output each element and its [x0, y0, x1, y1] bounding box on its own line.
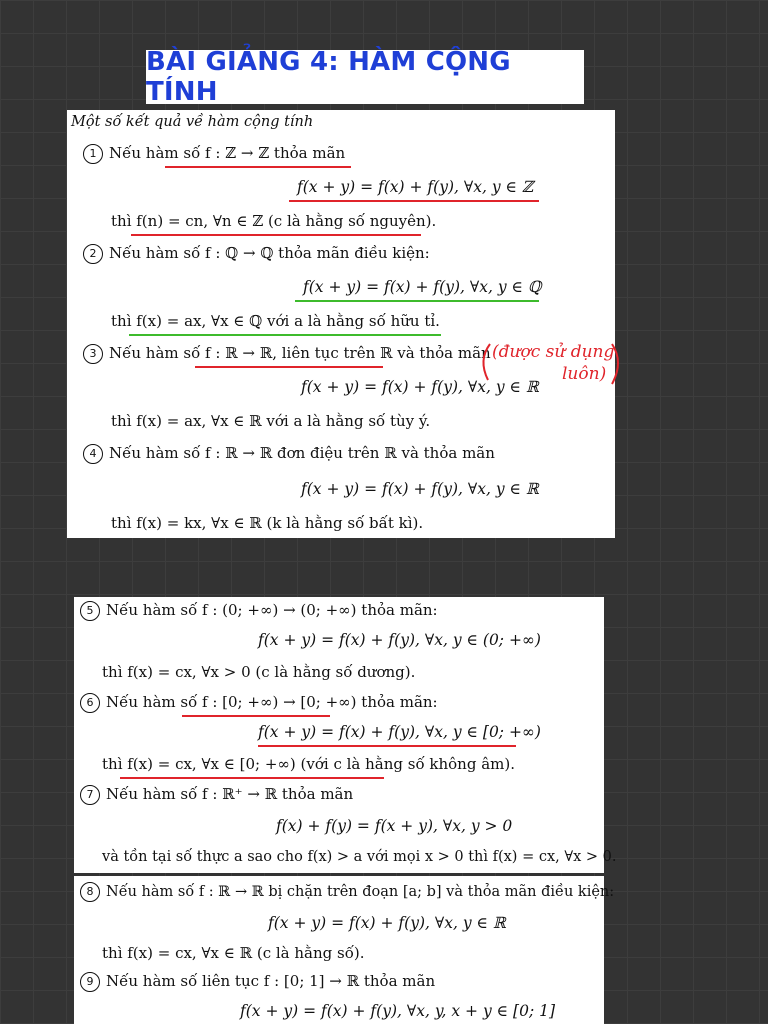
item-number-badge: 8	[80, 882, 100, 902]
item-3-statement: 3 Nếu hàm số f : ℝ → ℝ, liên tục trên ℝ và thỏa mãn	[83, 344, 491, 364]
item-number-badge: 5	[80, 601, 100, 621]
item-4-statement: 4 Nếu hàm số f : ℝ → ℝ đơn điệu trên ℝ và thỏa mãn	[83, 444, 495, 464]
handwritten-note	[476, 340, 626, 392]
item-1-statement: 1 Nếu hàm số f : ℤ → ℤ thỏa mãn	[83, 144, 345, 164]
underline	[289, 200, 539, 202]
results-card-2	[74, 597, 617, 873]
item-6-statement: 6 Nếu hàm số f : [0; +∞) → [0; +∞) thỏa mãn:	[80, 693, 438, 713]
item-9-statement: 9 Nếu hàm số liên tục f : [0; 1] → ℝ thỏa mãn	[80, 972, 435, 992]
item-4-result: thì f(x) = kx, ∀x ∈ ℝ (k là hằng số bất kì).	[111, 514, 424, 532]
item-4-equation: f(x + y) = f(x) + f(y), ∀x, y ∈ ℝ	[301, 480, 539, 498]
item-number-badge: 4	[83, 444, 103, 464]
item-8-statement: 8 Nếu hàm số f : ℝ → ℝ bị chặn trên đoạn [a; b] và thỏa mãn điều kiện:	[80, 882, 614, 902]
underline	[129, 334, 441, 336]
item-5-result: thì f(x) = cx, ∀x > 0 (c là hằng số dương).	[102, 663, 416, 681]
underline	[131, 234, 421, 236]
item-number-badge: 3	[83, 344, 103, 364]
item-2-result: thì f(x) = ax, ∀x ∈ ℚ với a là hằng số hữu tỉ.	[111, 312, 440, 330]
item-7-result: và tồn tại số thực a sao cho f(x) > a với mọi x > 0 thì f(x) = cx, ∀x > 0.	[102, 849, 617, 865]
lecture-title: BÀI GIẢNG 4: HÀM CỘNG TÍNH	[146, 50, 584, 104]
item-9-equation: f(x + y) = f(x) + f(y), ∀x, y, x + y ∈ [0; 1]	[240, 1002, 556, 1020]
underline	[120, 777, 384, 779]
note-line-2: luôn)	[562, 364, 607, 384]
item-1-result: thì f(n) = cn, ∀n ∈ ℤ (c là hằng số nguyên).	[111, 212, 437, 230]
item-8-result: thì f(x) = cx, ∀x ∈ ℝ (c là hằng số).	[102, 944, 365, 962]
item-2-statement: 2 Nếu hàm số f : ℚ → ℚ thỏa mãn điều kiện:	[83, 244, 430, 264]
underline	[165, 166, 351, 168]
item-6-result: thì f(x) = cx, ∀x ∈ [0; +∞) (với c là hằng số không âm).	[102, 755, 515, 773]
underline	[258, 745, 516, 747]
item-number-badge: 7	[80, 785, 100, 805]
item-7-equation: f(x) + f(y) = f(x + y), ∀x, y > 0	[276, 817, 513, 835]
section-heading: Một số kết quả về hàm cộng tính	[71, 114, 314, 130]
underline	[182, 715, 330, 717]
item-number-badge: 2	[83, 244, 103, 264]
item-3-equation: f(x + y) = f(x) + f(y), ∀x, y ∈ ℝ	[301, 378, 539, 396]
item-5-statement: 5 Nếu hàm số f : (0; +∞) → (0; +∞) thỏa mãn:	[80, 601, 438, 621]
item-3-result: thì f(x) = ax, ∀x ∈ ℝ với a là hằng số tùy ý.	[111, 412, 431, 430]
item-8-equation: f(x + y) = f(x) + f(y), ∀x, y ∈ ℝ	[268, 914, 506, 932]
underline	[195, 366, 383, 368]
item-number-badge: 1	[83, 144, 103, 164]
item-1-equation: f(x + y) = f(x) + f(y), ∀x, y ∈ ℤ	[297, 178, 534, 196]
item-6-equation: f(x + y) = f(x) + f(y), ∀x, y ∈ [0; +∞)	[258, 723, 541, 741]
item-2-equation: f(x + y) = f(x) + f(y), ∀x, y ∈ ℚ	[303, 278, 542, 296]
results-card-1	[67, 110, 615, 538]
item-5-equation: f(x + y) = f(x) + f(y), ∀x, y ∈ (0; +∞)	[258, 631, 541, 649]
item-7-statement: 7 Nếu hàm số f : ℝ⁺ → ℝ thỏa mãn	[80, 785, 353, 805]
item-number-badge: 9	[80, 972, 100, 992]
note-line-1: (được sử dụng	[492, 342, 615, 362]
item-number-badge: 6	[80, 693, 100, 713]
underline	[295, 300, 539, 302]
results-card-3	[74, 876, 615, 1024]
